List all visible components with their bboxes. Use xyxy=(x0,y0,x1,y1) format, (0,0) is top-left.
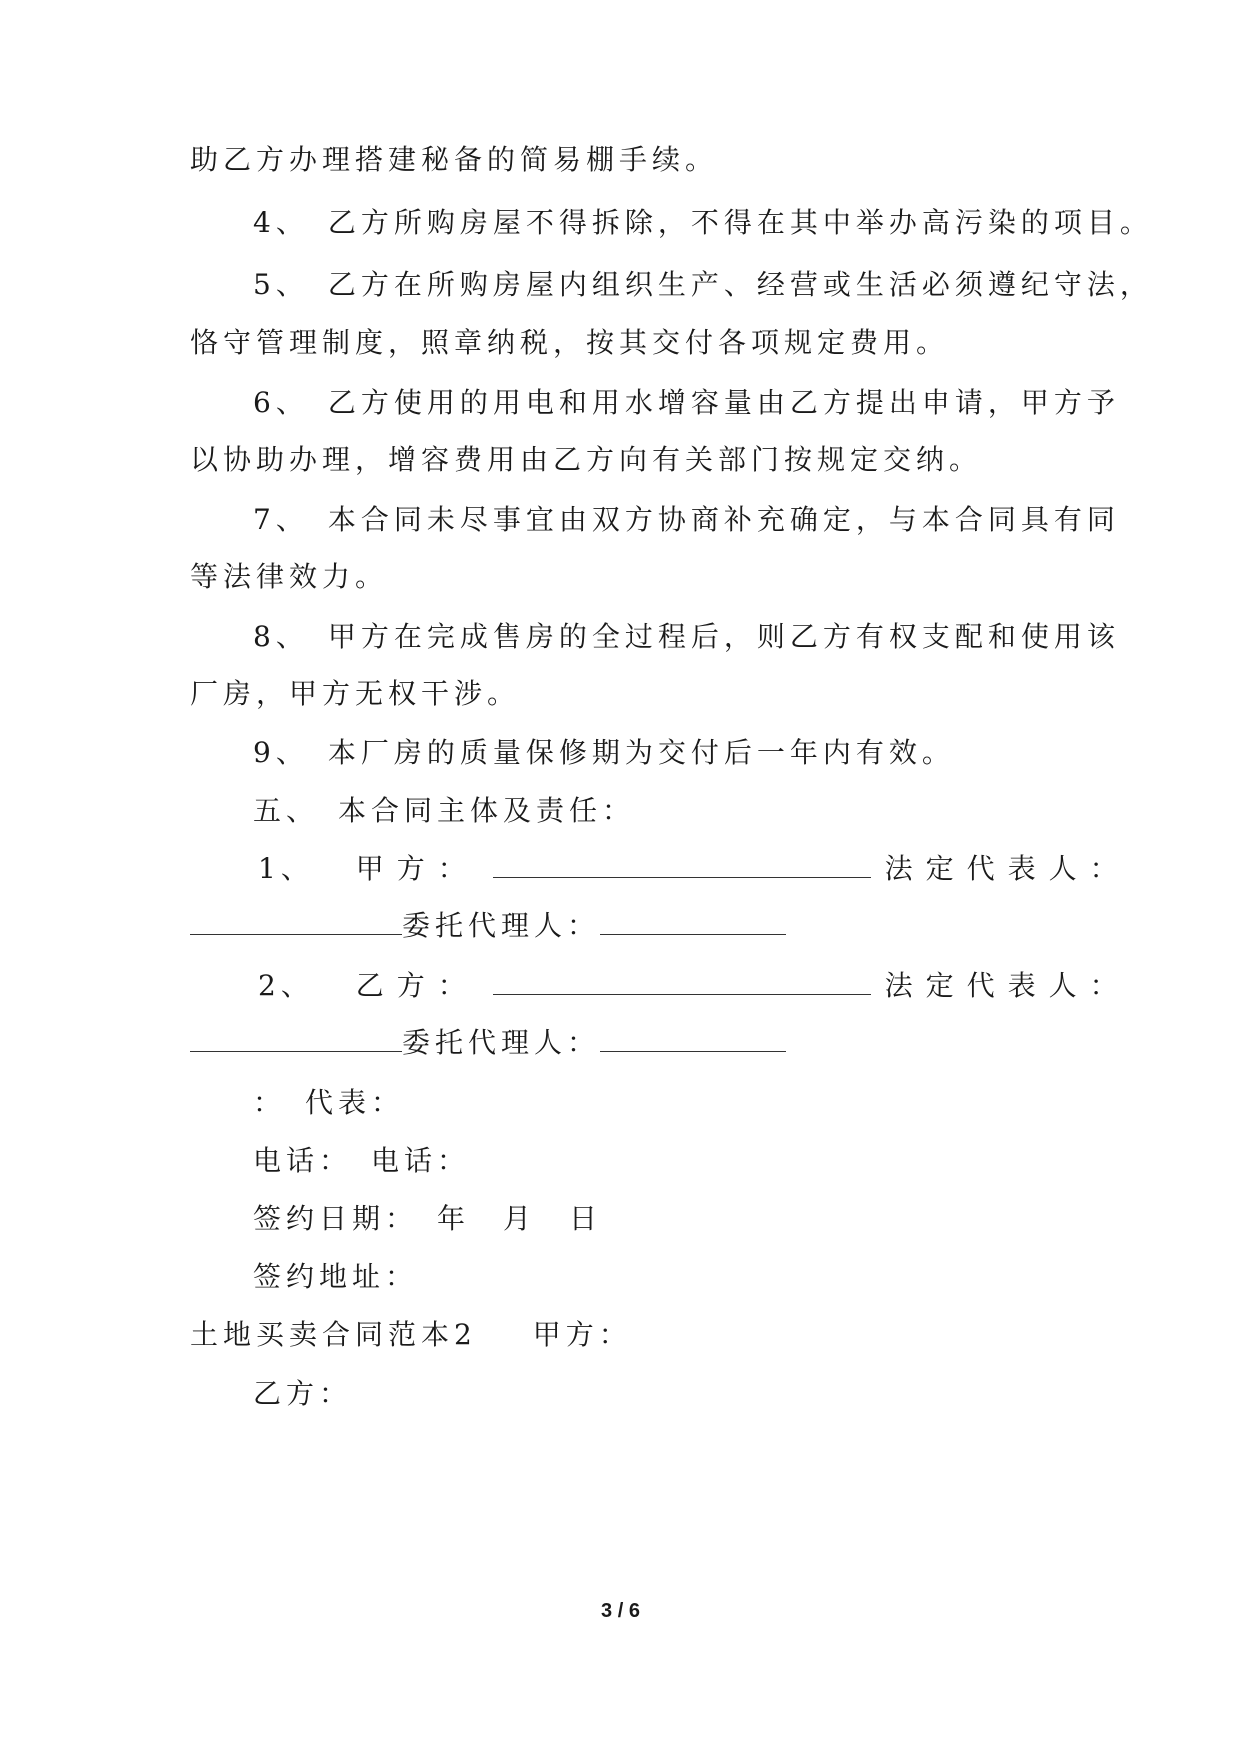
party2-legal-rep-blank xyxy=(190,1023,402,1052)
party2-row xyxy=(258,966,1131,1006)
page-number: 3 / 6 xyxy=(601,1600,640,1622)
clause-7-line2: 等法律效力。 xyxy=(190,560,389,593)
clause-5-line2: 恪守管理制度，照章纳税，按其交付各项规定费用。 xyxy=(190,326,950,359)
party1-legal-rep-blank xyxy=(190,906,402,935)
clause-4: 4、 乙方所购房屋不得拆除，不得在其中举办高污染的项目。 xyxy=(253,206,1153,239)
representative-line: ： 代表： xyxy=(253,1086,405,1119)
clause-9: 9、 本厂房的质量保修期为交付后一年内有效。 xyxy=(253,736,955,769)
party2-legal-rep-label: 法定代表人： xyxy=(884,969,1131,1002)
party2-agent-blank xyxy=(600,1023,786,1052)
party-b-label: 乙方： xyxy=(253,1377,353,1410)
clause-6-line1: 6、 乙方使用的用电和用水增容量由乙方提出申请，甲方予 xyxy=(253,386,1120,419)
clause-5-line1: 5、 乙方在所购房屋内组织生产、经营或生活必须遵纪守法， xyxy=(253,268,1153,301)
party1-row xyxy=(258,849,1131,889)
clause-7-line1: 7、 本合同未尽事宜由双方协商补充确定，与本合同具有同 xyxy=(253,503,1120,536)
contract-2-title-row xyxy=(190,1315,632,1355)
section-5-heading: 五、 本合同主体及责任： xyxy=(253,794,636,827)
party2-agent-label: 委托代理人： xyxy=(402,1026,601,1059)
contract-2-title: 土地买卖合同范本2 xyxy=(190,1318,477,1351)
party1-name-blank xyxy=(493,849,871,878)
party1-label: 甲方： xyxy=(355,852,479,885)
party2-name-blank xyxy=(493,966,871,995)
clause-8-line1: 8、 甲方在完成售房的全过程后，则乙方有权支配和使用该 xyxy=(253,620,1120,653)
party2-agent-row xyxy=(190,1023,786,1063)
signing-address-line: 签约地址： xyxy=(253,1260,419,1293)
party1-agent-label: 委托代理人： xyxy=(402,909,601,942)
party-a-label: 甲方： xyxy=(532,1318,632,1351)
clause-8-line2: 厂房，甲方无权干涉。 xyxy=(190,677,521,710)
party1-number: 1、 xyxy=(258,852,314,885)
clause-6-line2: 以协助办理，增容费用由乙方向有关部门按规定交纳。 xyxy=(190,443,983,476)
signing-date-line: 签约日期： 年 月 日 xyxy=(253,1202,603,1235)
party1-agent-blank xyxy=(600,906,786,935)
party1-legal-rep-label: 法定代表人： xyxy=(884,852,1131,885)
party2-number: 2、 xyxy=(258,969,314,1002)
paragraph-line: 助乙方办理搭建秘备的简易棚手续。 xyxy=(190,143,719,176)
phone-line: 电话： 电话： xyxy=(253,1144,471,1177)
party2-label: 乙方： xyxy=(355,969,479,1002)
party1-agent-row xyxy=(190,906,786,946)
